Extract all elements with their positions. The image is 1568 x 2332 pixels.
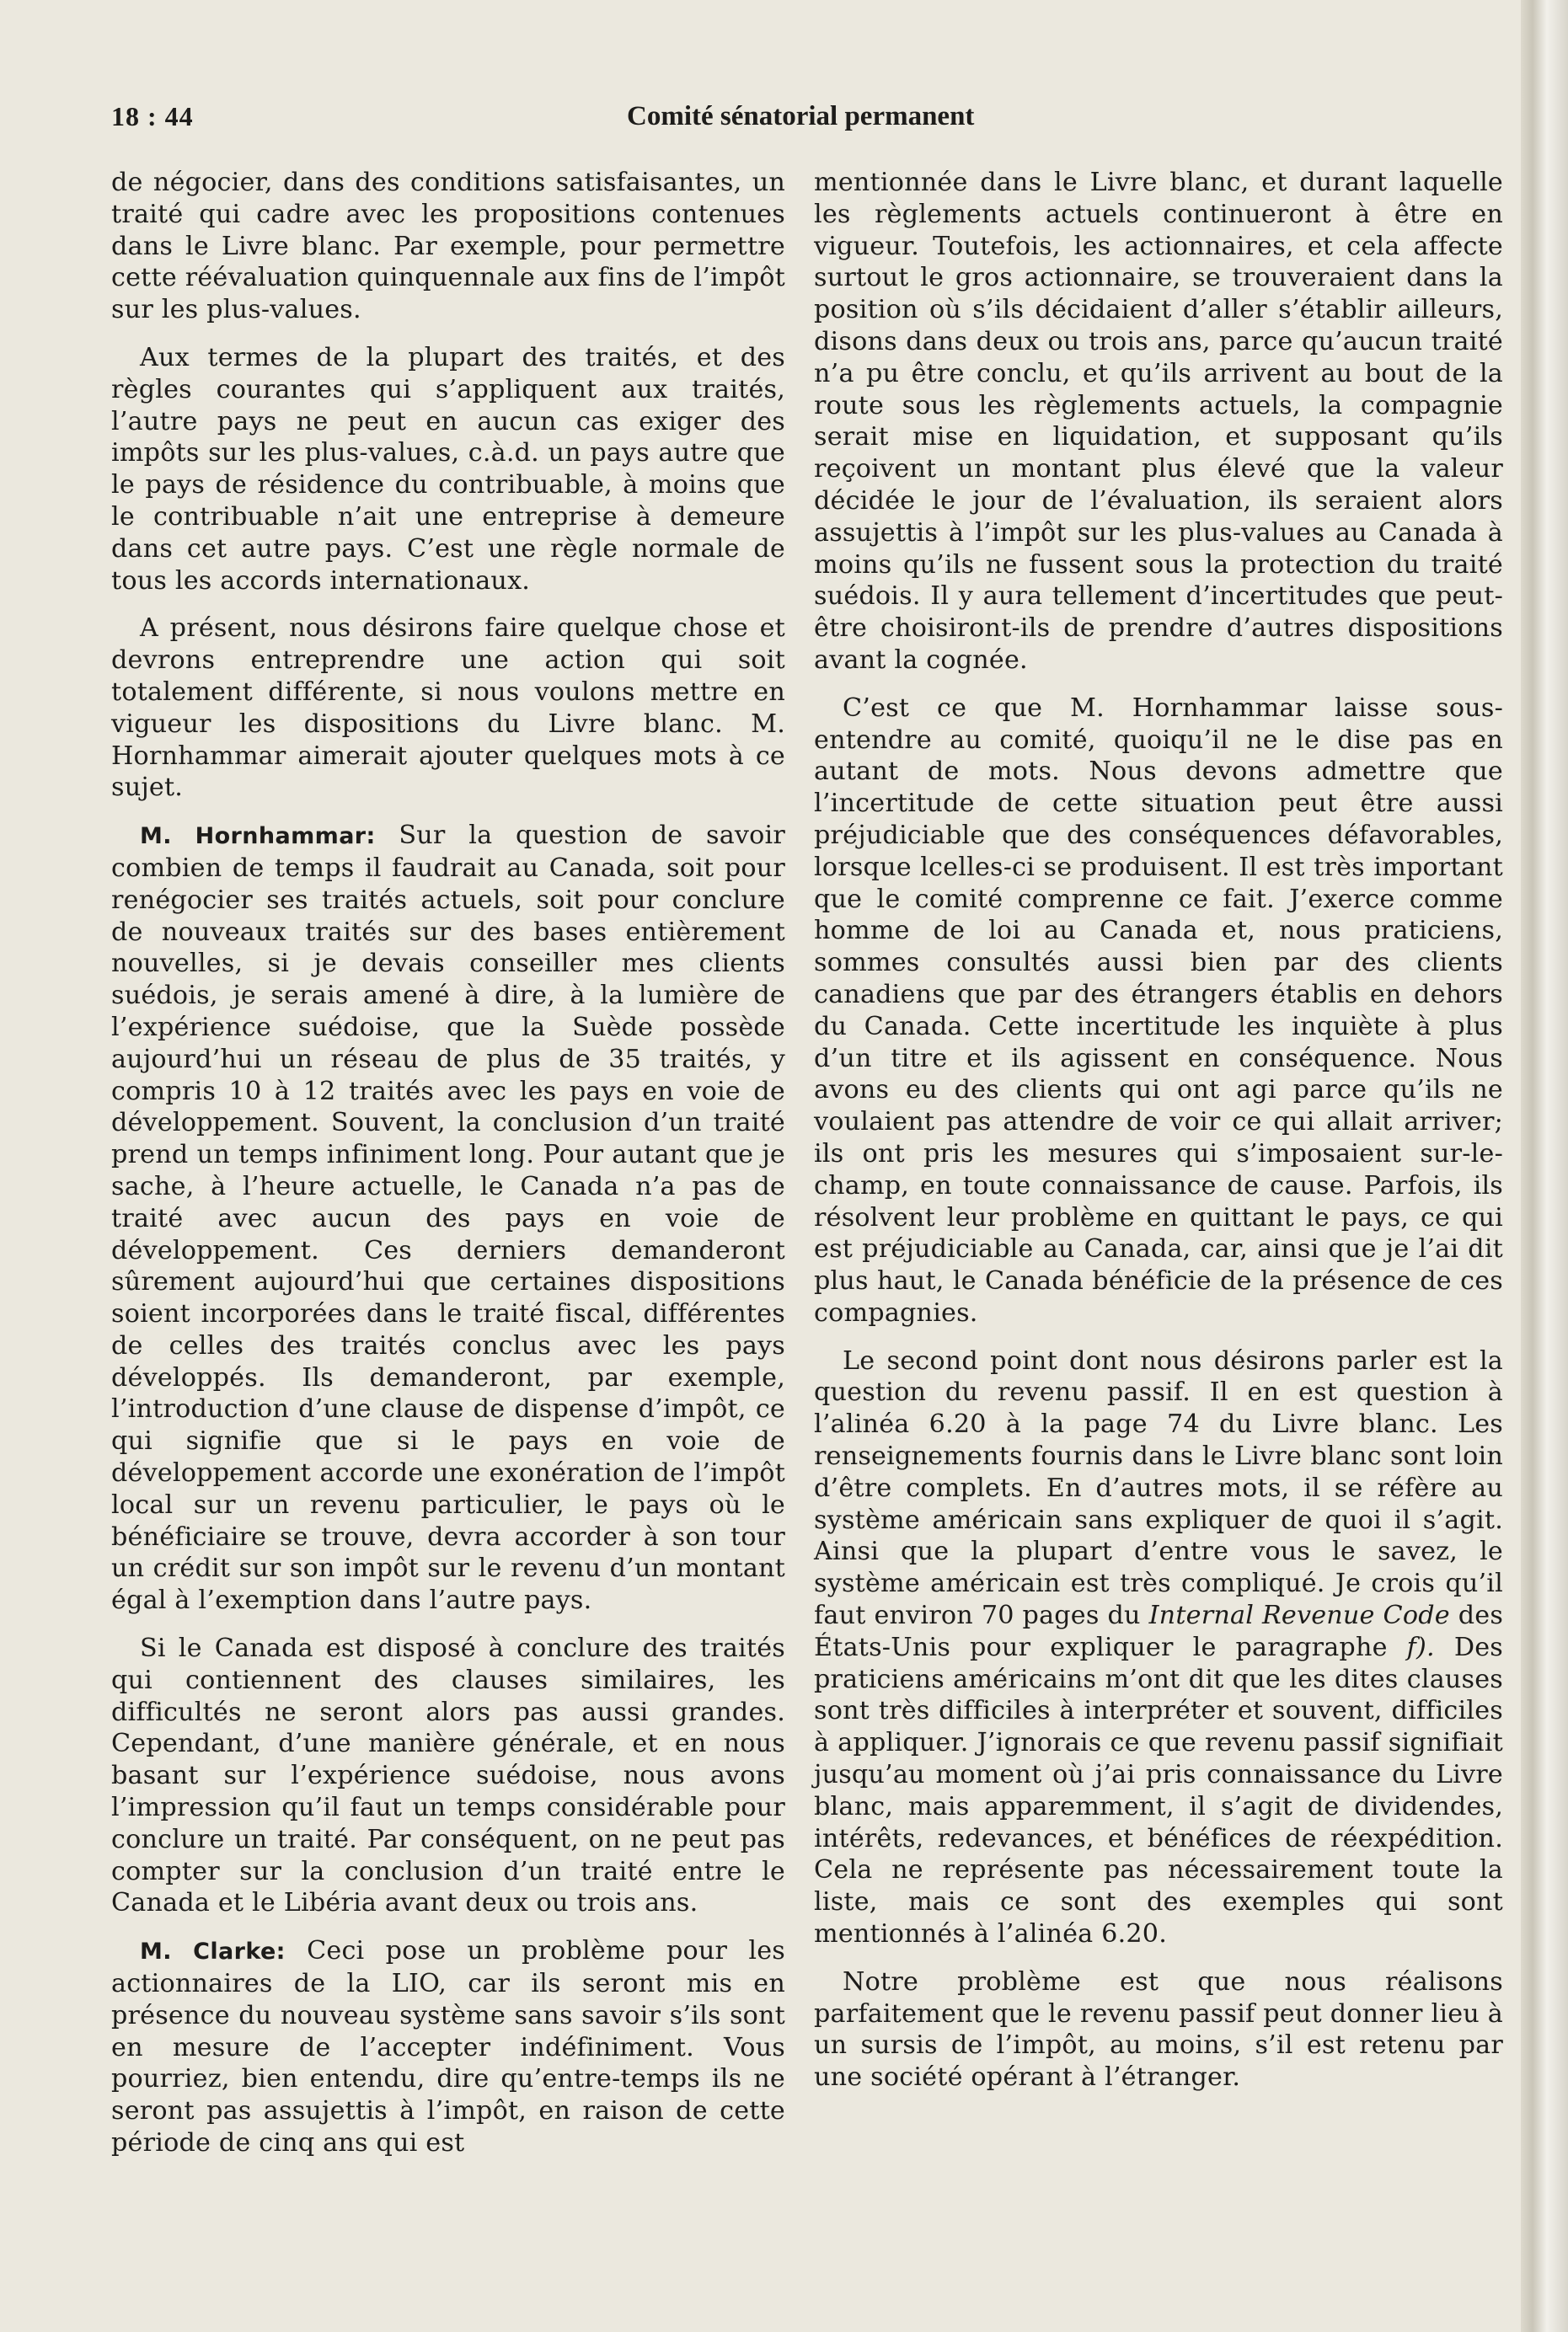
paragraph: A présent, nous désirons faire quelque chose et devrons entreprendre une action qui soit totalement différente, si nous voulons mettre en vigueur les dispositions du Livre blanc. M. Hornhammar aimerait ajouter quelques mots à ce sujet.	[111, 613, 785, 803]
speaker-name: M. Hornhammar:	[140, 823, 376, 850]
speaker-text: Sur la question de savoir combien de temps il faudrait au Canada, soit pour renégocier ses traités actuels, soit pour conclure de nouveaux traités sur des bases entièrement nouvelles, si je devais conseiller mes clients suédois, je serais amené à dire, à la lumière de l’expérience suédoise, que la Suède possède aujourd’hui un réseau de plus de 35 traités, y compris 10 à 12 traités avec les pays en voie de développement. Souvent, la conclusion d’un traité prend un temps infiniment long. Pour autant que je sache, à l’heure actuelle, le Canada n’a pas de traité avec aucun des pays en voie de développement. Ces derniers demanderont sûrement aujourd’hui que certaines dispositions soient incorporées dans le traité fiscal, différentes de celles des traités conclus avec les pays développés. Ils demanderont, par exemple, l’introduction d’une clause de dispense d’impôt, ce qui signifie que si le pays en voie de développement accorde une exonération de l’impôt local sur un revenu particulier, le pays où le bénéficiaire se trouve, devra accorder à son tour un crédit sur son impôt sur le revenu d’un montant égal à l’exemption dans l’autre pays.	[111, 821, 786, 1616]
text-segment: Des praticiens américains m’ont dit que les dites clauses sont très difficiles à interpréter et souvent, difficiles à appliquer. J’ignorais ce que revenu passif signifiait jusqu’au moment où j’ai pris connaissance du Livre blanc, mais apparemment, il s’agit de dividendes, intérêts, redevances, et bénéfices de réexpédition. Cela ne représente pas nécessairement toute la liste, mais ce sont des exemples qui sont mentionnés à l’alinéa 6.20.	[814, 1632, 1503, 1950]
paragraph: Si le Canada est disposé à conclure des traités qui contiennent des clauses similaires, les difficultés ne seront alors pas aussi grandes. Cependant, d’une manière générale, et en nous basant sur l’expérience suédoise, nous avons l’impression qu’il faut un temps considérable pour conclure un traité. Par conséquent, on ne peut pas compter sur la conclusion d’un traité entre le Canada et le Libéria avant deux ou trois ans.	[111, 1634, 785, 1918]
italic-reference: f).	[1406, 1632, 1435, 1662]
text-segment: Le second point dont nous désirons parler est la question du revenu passif. Il en est question à l’alinéa 6.20 à la page 74 du Livre blanc. Les renseignements fournis dans le Livre blanc sont loin d’être complets. En d’autres mots, il se réfère au système américain sans expliquer de quoi il s’agit. Ainsi que la plupart d’entre vous le savez, le système américain est très compliqué. Je crois qu’il faut environ 70 pages du	[814, 1345, 1503, 1631]
italic-title: Internal Revenue Code	[1148, 1601, 1450, 1631]
paragraph: Aux termes de la plupart des traités, et des règles courantes qui s’appliquent aux traités, l’autre pays ne peut en aucun cas exiger des impôts sur les plus-values, c.à.d. un pays autre que le pays de résidence du contribuable, à moins que le contribuable n’ait une entreprise à demeure dans cet autre pays. C’est une règle normale de tous les accords internationaux.	[111, 342, 785, 596]
page-number: 18 : 44	[111, 101, 194, 131]
paragraph-continuation: mentionnée dans le Livre blanc, et durant laquelle les règlements actuels continueront à être en vigueur. Toutefois, les actionnaires, et cela affecte surtout le gros actionnaire, se trouveraient dans la position où s’ils décidaient d’aller s’établir ailleurs, disons dans deux ou trois ans, parce qu’aucun traité n’a pu être conclu, et qu’ils arrivent au bout de la route sous les règlements actuels, la compagnie serait mise en liquidation, et supposant qu’ils reçoivent un montant plus élevé que la valeur décidée le jour de l’évaluation, ils seraient alors assujettis à l’impôt sur les plus-values au Canada à moins qu’ils ne fussent sous la protection du traité suédois. Il y aura tellement d’incertitudes que peut-être choisiront-ils de prendre d’autres dispositions avant la cognée.	[814, 168, 1503, 675]
running-title: Comité sénatorial permanent	[627, 101, 975, 131]
speaker-paragraph	[111, 1935, 785, 2159]
text-segment: des États-Unis pour expliquer le paragraphe	[814, 1601, 1504, 1662]
paragraph-continuation: de négocier, dans des conditions satisfaisantes, un traité qui cadre avec les propositions contenues dans le Livre blanc. Par exemple, pour permettre cette réévaluation quinquennale aux fins de l’impôt sur les plus-values.	[111, 168, 785, 325]
paragraph: Notre problème est que nous réalisons parfaitement que le revenu passif peut donner lieu à un sursis de l’impôt, au moins, s’il est retenu par une société opérant à l’étranger.	[814, 1966, 1503, 2093]
speaker-paragraph	[111, 820, 785, 1617]
paragraph: C’est ce que M. Hornhammar laisse sous-entendre au comité, quoiqu’il ne le dise pas en autant de mots. Nous devons admettre que l’incertitude de cette situation peut être aussi préjudiciable que des conséquences défavorables, lorsque lcelles-ci se produisent. Il est très important que le comité comprenne ce fait. J’exerce comme homme de loi au Canada et, nous praticiens, sommes consultés aussi bien par des clients canadiens que par des étrangers établis en dehors du Canada. Cette incertitude les inquiète à plus d’un titre et ils agissent en conséquence. Nous avons eu des clients qui ont agi parce qu’ils ne voulaient pas attendre de voir ce qui allait arriver; ils ont pris les mesures qui s’imposaient sur-le-champ, en toute connaissance de cause. Parfois, ils résolvent leur problème en quittant le pays, ce qui est préjudiciable au Canada, car, ainsi que je l’ai dit plus haut, le Canada bénéficie de la présence de ces compagnies.	[814, 693, 1503, 1328]
left-column	[111, 167, 785, 2175]
book-spine-edge	[1521, 0, 1568, 2332]
page-header	[111, 101, 1448, 152]
speaker-name: M. Clarke:	[140, 1939, 286, 1966]
right-column	[814, 167, 1503, 2110]
paragraph-passive-income	[814, 1345, 1503, 1950]
speaker-text: Ceci pose un problème pour les actionnaires de la LIO, car ils seront mis en présence du nouveau système sans savoir s’ils sont en mesure de l’accepter indéfiniment. Vous pourriez, bien entendu, dire qu’entre-temps ils ne seront pas assujettis à l’impôt, en raison de cette période de cinq ans qui est	[111, 1936, 785, 2158]
